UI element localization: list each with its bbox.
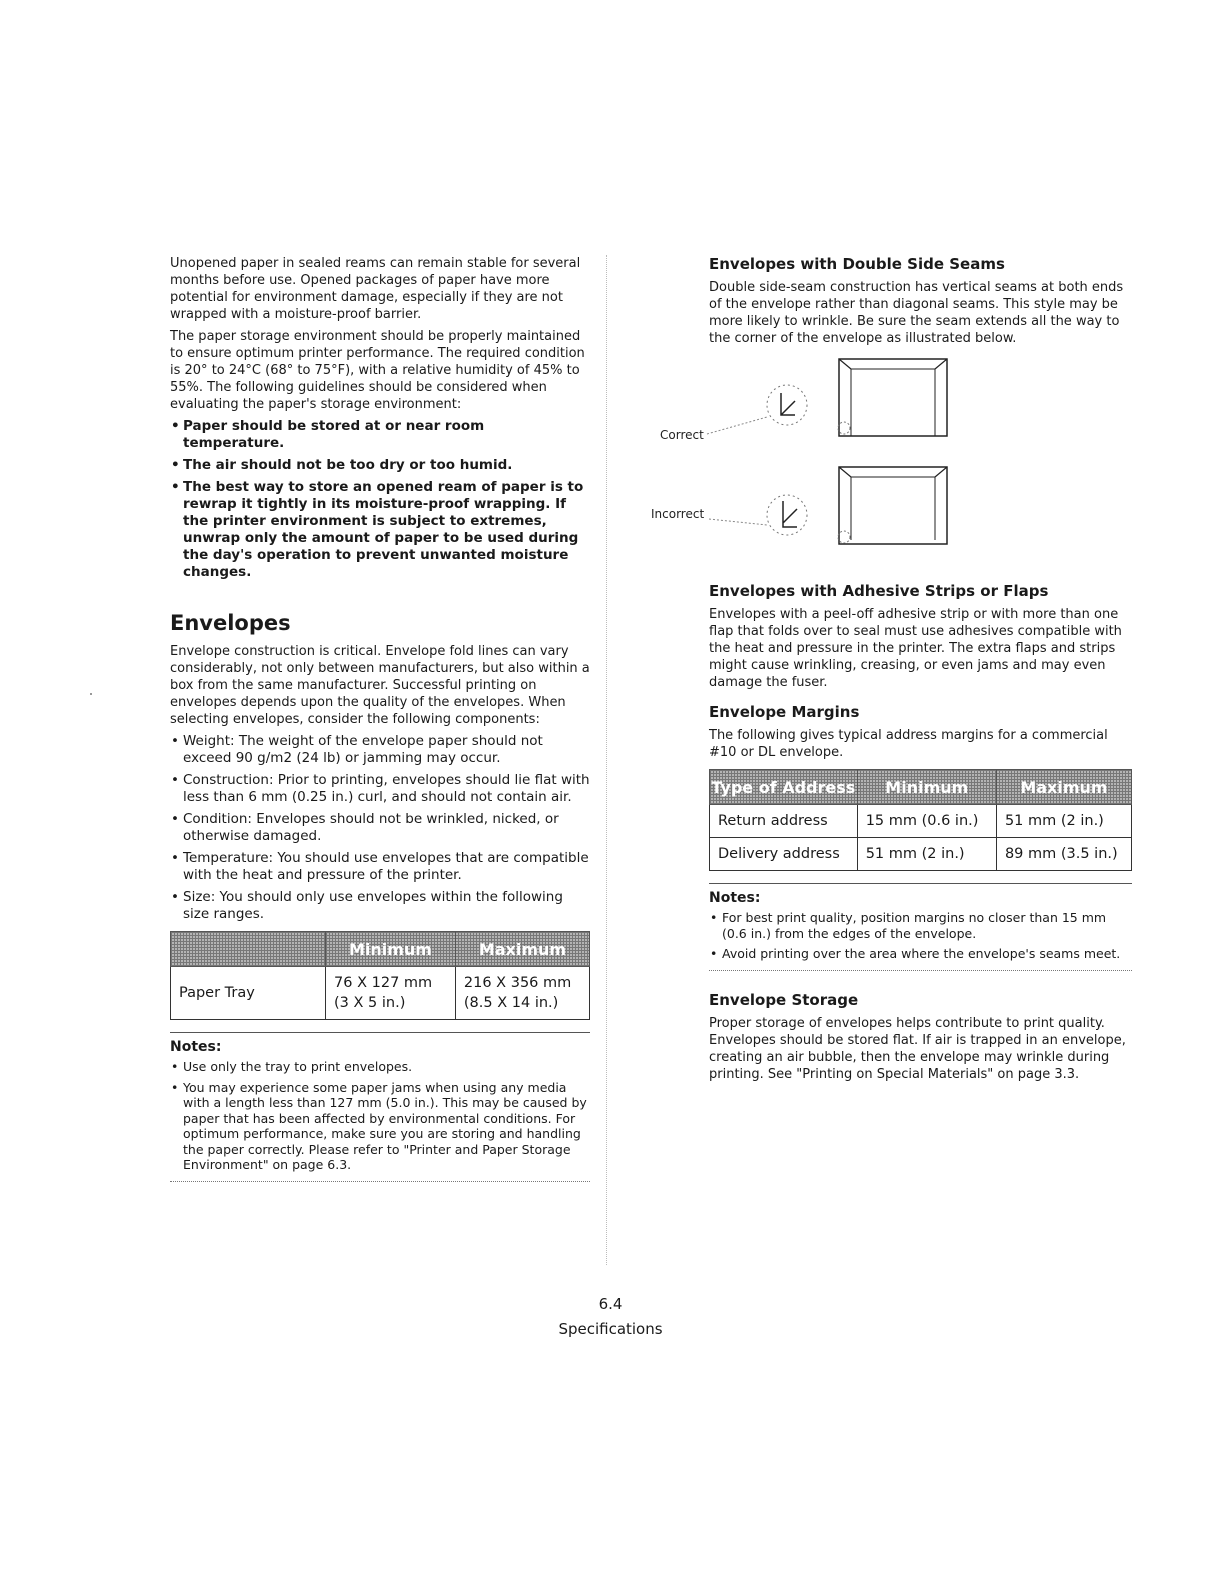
page-number: 6.4 [598, 1295, 623, 1313]
list-item: • Temperature: You should use envelopes that are compatible with the heat and pressure of the printer. [170, 850, 590, 884]
list-item: • Condition: Envelopes should not be wrinkled, nicked, or otherwise damaged. [170, 811, 590, 845]
table-header-maximum: Maximum [996, 770, 1131, 805]
table-row [171, 967, 590, 1020]
envelopes-paragraph: Envelope construction is critical. Envelope fold lines can vary considerably, not only between manufacturers, but also within a box from the same manufacturer. Successful printing on envelopes depends upon the quality of the envelopes. When selecting envelopes, consider the following components: [170, 644, 590, 727]
table-cell: 76 X 127 mm (3 X 5 in.) [326, 967, 456, 1020]
chapter-title: Specifications [558, 1320, 663, 1338]
table-cell: 216 X 356 mm (8.5 X 14 in.) [455, 967, 589, 1020]
list-item: • You may experience some paper jams when using any media with a length less than 127 mm (5.0 in.). This may be caused by paper that has been affected by environmental conditions. For optimum performance, make sure you are storing and handling the paper correctly. Please refer to "Printer and Paper Storage Environment" on page 6.3. [170, 1080, 590, 1173]
intro-paragraph-1: Unopened paper in sealed reams can remain stable for several months before use. Opened packages of paper have more potential for environment damage, especially if they are not wrapped with a moisture-proof barrier. [170, 256, 581, 322]
table-cell: Paper Tray [171, 967, 326, 1020]
left-column [170, 255, 590, 1182]
table-cell: 15 mm (0.6 in.) [857, 805, 996, 838]
list-item: • Use only the tray to print envelopes. [170, 1059, 590, 1075]
correct-corner-magnifier-icon [767, 385, 850, 434]
table-cell: 51 mm (2 in.) [996, 805, 1131, 838]
stray-mark [90, 693, 92, 695]
list-item: • Avoid printing over the area where the envelope's seams meet. [709, 946, 1132, 962]
notes-title: Notes: [170, 1039, 222, 1055]
envelope-seam-illustration [709, 355, 1132, 570]
table-header-cell [171, 932, 326, 967]
notes-title: Notes: [709, 890, 761, 906]
adhesive-heading: Envelopes with Adhesive Strips or Flaps [709, 582, 1049, 600]
correct-envelope-icon [839, 359, 947, 436]
storage-guidelines-list [170, 418, 590, 581]
table-cell: Return address [710, 805, 858, 838]
list-item: • The air should not be too dry or too humid. [170, 457, 590, 474]
notes-list [709, 910, 1132, 962]
envelope-margins-table [709, 769, 1132, 871]
storage-heading: Envelope Storage [709, 990, 859, 1009]
storage-section [709, 991, 1132, 1083]
list-item: • Paper should be stored at or near room temperature. [170, 418, 590, 452]
notes-list [170, 1059, 590, 1173]
adhesive-section [709, 582, 1132, 691]
list-item: • Construction: Prior to printing, envelopes should lie flat with less than 6 mm (0.25 in.) curl, and should not contain air. [170, 772, 590, 806]
list-item: • The best way to store an opened ream of paper is to rewrap it tightly in its moisture-proof wrapping. If the printer environment is subject to extremes, unwrap only the amount of paper to be used during the day's operation to prevent unwanted moisture changes. [170, 479, 590, 581]
size-notes [170, 1032, 590, 1182]
envelope-seam-diagram [651, 355, 1132, 570]
list-item: • Weight: The weight of the envelope paper should not exceed 90 g/m2 (24 lb) or jamming may occur. [170, 733, 590, 767]
margins-section [709, 703, 1132, 971]
incorrect-envelope-icon [839, 467, 947, 544]
envelope-size-table [170, 931, 590, 1020]
table-header-minimum: Minimum [326, 932, 456, 967]
correct-label: Correct [660, 428, 704, 442]
intro-paragraph-2: The paper storage environment should be properly maintained to ensure optimum printer performance. The required condition is 20° to 24°C (68° to 75°F), with a relative humidity of 45% to 55%. The following guidelines should be considered when evaluating the paper's storage environment: [170, 329, 585, 412]
margins-heading: Envelope Margins [709, 703, 860, 721]
storage-paragraph: Proper storage of envelopes helps contribute to print quality. Envelopes should be stored flat. If air is trapped in an envelope, creating an air bubble, then the envelope may wrinkle during printing. See "Printing on Special Materials" on page 3.3. [709, 1015, 1126, 1082]
table-header-type: Type of Address [710, 770, 858, 805]
double-seams-section [651, 255, 1132, 570]
table-cell: 51 mm (2 in.) [857, 838, 996, 871]
double-seams-heading: Envelopes with Double Side Seams [709, 255, 1005, 273]
envelopes-heading: Envelopes [170, 611, 291, 635]
list-item: • Size: You should only use envelopes within the following size ranges. [170, 889, 590, 923]
column-divider [606, 255, 607, 1265]
list-item: • For best print quality, position margins no closer than 15 mm (0.6 in.) from the edges of the envelope. [709, 910, 1132, 941]
table-header-minimum: Minimum [857, 770, 996, 805]
incorrect-leader-line [709, 519, 767, 525]
table-cell: Delivery address [710, 838, 858, 871]
incorrect-label: Incorrect [651, 507, 705, 521]
table-row [710, 805, 1132, 838]
double-seams-paragraph: Double side-seam construction has vertical seams at both ends of the envelope rather than diagonal seams. This style may be more likely to wrinkle. Be sure the seam extends all the way to the corner of the envelope as illustrated below. [709, 280, 1124, 346]
envelope-components-list [170, 733, 590, 923]
right-column [651, 255, 1132, 1095]
margins-paragraph: The following gives typical address margins for a commercial #10 or DL envelope. [709, 728, 1108, 760]
correct-leader-line [707, 417, 767, 434]
table-cell: 89 mm (3.5 in.) [996, 838, 1131, 871]
table-row [710, 838, 1132, 871]
margins-notes [709, 883, 1132, 971]
adhesive-paragraph: Envelopes with a peel-off adhesive strip or with more than one flap that folds over to seal must use adhesives compatible with the heat and pressure in the printer. The extra flaps and strips might cause wrinkling, creasing, or even jams and may even damage the fuser. [709, 607, 1122, 690]
incorrect-corner-magnifier-icon [767, 495, 850, 543]
table-header-maximum: Maximum [455, 932, 589, 967]
